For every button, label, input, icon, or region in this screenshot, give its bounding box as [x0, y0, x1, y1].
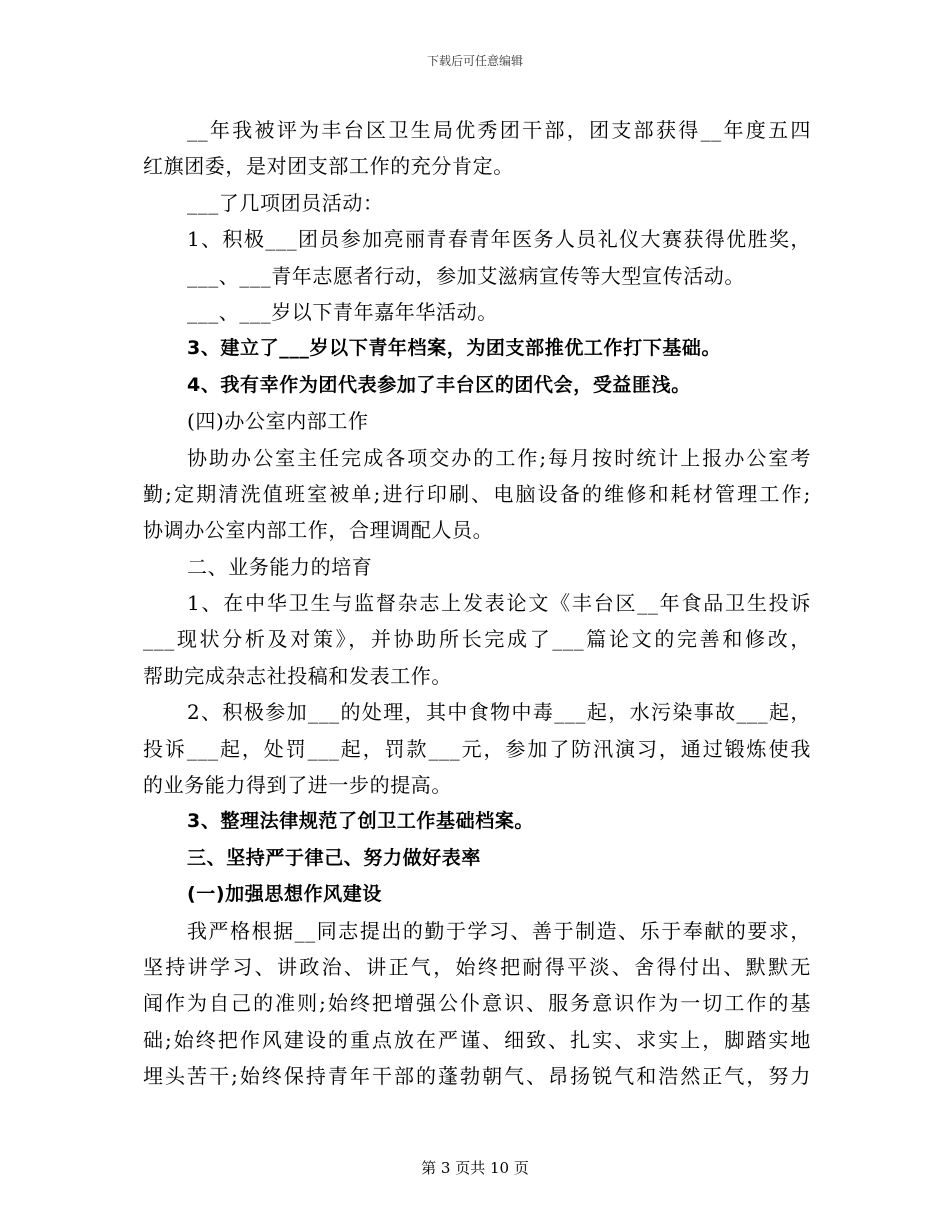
text-line: 红旗团委，是对团支部工作的充分肯定。	[143, 154, 514, 179]
page-header: 下载后可任意编辑	[426, 54, 523, 68]
text-line: 协调办公室内部工作，合理调配人员。	[143, 518, 494, 543]
text-line: 2、积极参加___的处理，其中食物中毒___起，水污染事故___起，	[187, 700, 811, 725]
text-line: 闻作为自己的准则;始终把增强公仆意识、服务意识作为一切工作的基	[143, 991, 811, 1016]
text-line: 4、我有幸作为团代表参加了丰台区的团代会，受益匪浅。	[187, 373, 691, 396]
text-line: __年我被评为丰台区卫生局优秀团干部，团支部获得__年度五四	[187, 118, 811, 142]
text-line: 1、在中华卫生与监督杂志上发表论文《丰台区__年食品卫生投诉	[187, 591, 811, 616]
page-footer: 第 3 页共 10 页	[421, 1159, 529, 1177]
text-line: 3、建立了___岁以下青年档案，为团支部推优工作打下基础。	[187, 337, 722, 360]
body-text	[143, 112, 811, 1095]
text-line: 投诉___起，处罚___起，罚款___元，参加了防汛演习，通过锻炼使我	[143, 736, 811, 761]
text-line: 帮助完成杂志社投稿和发表工作。	[143, 663, 452, 688]
text-line: ___、___岁以下青年嘉年华活动。	[187, 299, 498, 324]
text-line: (四)办公室内部工作	[187, 409, 369, 434]
text-line: (一)加强思想作风建设	[187, 883, 382, 906]
text-line: 埋头苦干;始终保持青年干部的蓬勃朝气、昂扬锐气和浩然正气，努力	[143, 1064, 811, 1089]
text-line: 我严格根据__同志提出的勤于学习、善于制造、乐于奉献的要求，	[187, 918, 811, 943]
text-line: ___现状分析及对策》，并协助所长完成了___篇论文的完善和修改，	[143, 627, 811, 652]
text-line: 勤;定期清洗值班室被单;进行印刷、电脑设备的维修和耗材管理工作;	[143, 481, 811, 506]
text-line: 础;始终把作风建设的重点放在严谨、细致、扎实、求实上，脚踏实地	[143, 1027, 811, 1052]
text-line: 1、积极___团员参加亮丽青春青年医务人员礼仪大赛获得优胜奖，	[187, 227, 811, 252]
text-line: ___、___青年志愿者行动，参加艾滋病宣传等大型宣传活动。	[187, 263, 745, 288]
text-line: 的业务能力得到了进一步的提高。	[143, 773, 452, 798]
text-line: 3、整理法律规范了创卫工作基础档案。	[187, 810, 535, 833]
text-line: 坚持讲学习、讲政治、讲正气，始终把耐得平淡、舍得付出、默默无	[143, 954, 811, 979]
text-line: ___了几项团员活动：	[187, 190, 384, 215]
text-line: 协助办公室主任完成各项交办的工作;每月按时统计上报办公室考	[187, 445, 811, 470]
text-line: 三、坚持严于律己、努力做好表率	[187, 846, 482, 869]
text-line: 二、业务能力的培育	[187, 554, 373, 579]
